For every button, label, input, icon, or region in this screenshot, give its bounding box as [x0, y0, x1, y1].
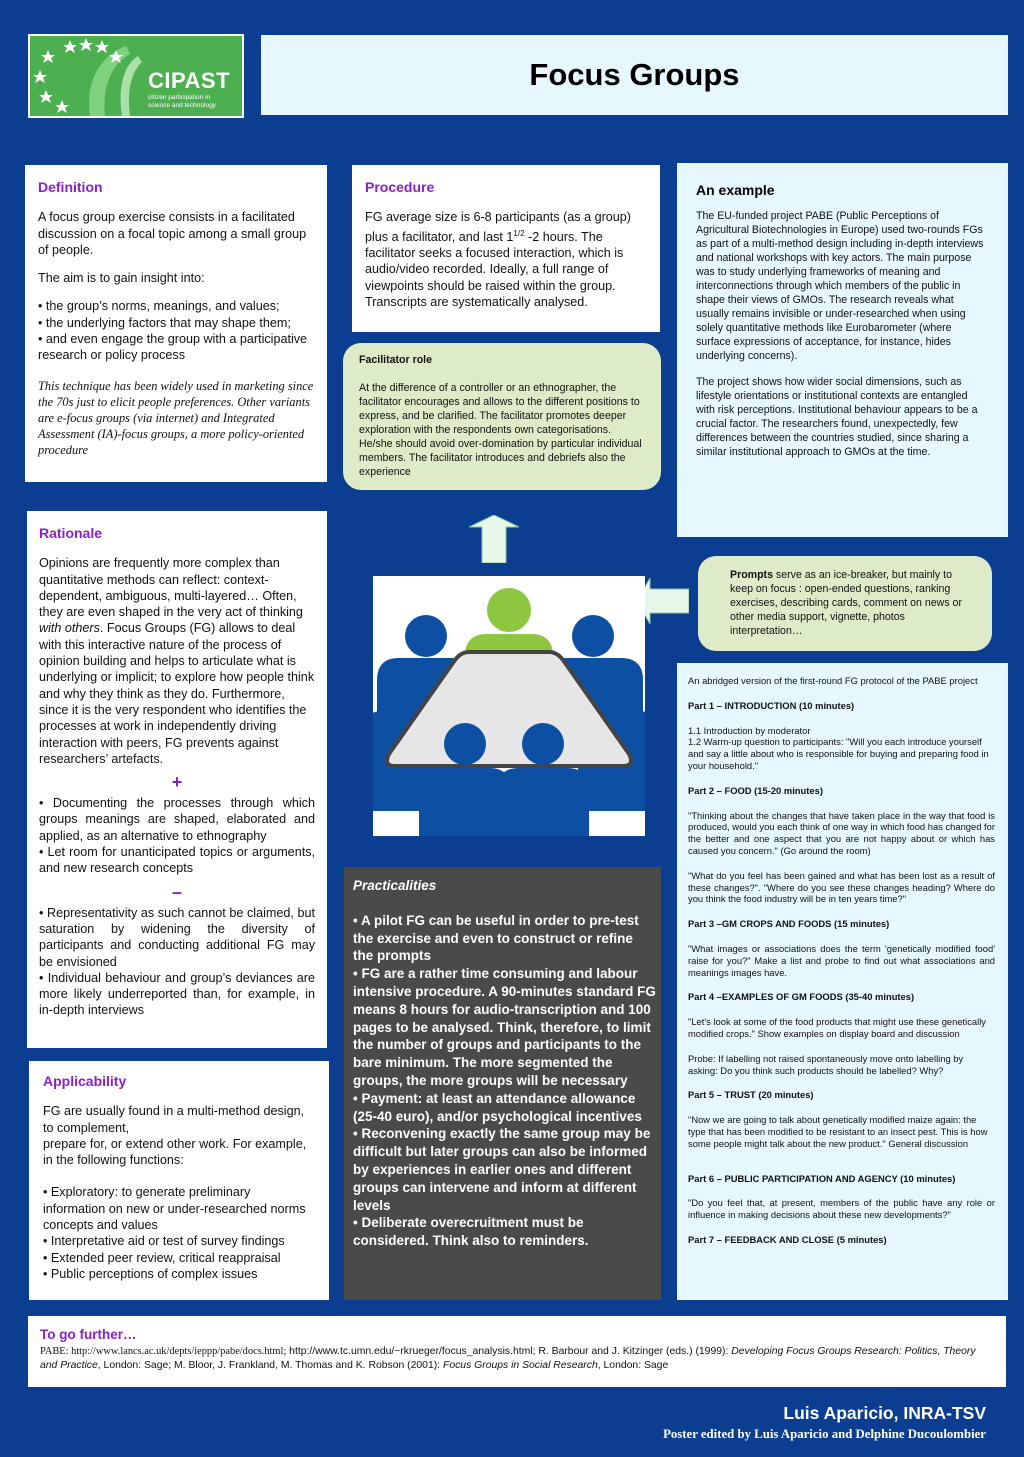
list-item: • Reconvening exactly the same group may be difficult but later groups can also be informed by experiences in earlier ones and different groups can intervene and inform at different levels [353, 1126, 651, 1213]
further-text [40, 1345, 994, 1373]
protocol-part-title: Part 3 –GM CROPS AND FOODS (15 minutes) [688, 918, 890, 930]
facilitator-box [343, 343, 661, 490]
list-item: • FG are a rather time consuming and labour intensive procedure. A 90-minutes standard FG means 8 hours for audio-transcription and 100 pages to be analysed. Think, therefore, to limit the number of groups and participants to the bare minimum. The more segmented the groups, the more groups will be necessary [353, 966, 656, 1088]
applicability-box [29, 1061, 329, 1300]
procedure-box [352, 165, 660, 332]
procedure-text-a: FG average size is 6-8 participants (as a group) plus a facilitator, and last 1 [365, 210, 631, 244]
rationale-text [39, 555, 315, 767]
rationale-text-b: . Focus Groups (FG) allows to deal with this interactive nature of the process of opinion building and helps to articulate what is underlying or implicit; to explore how people think and why they think as they do. Furthermore, since it is the very respondent who identifies the processes at work in independently driving interaction with peers, FG prevents against researchers’ artefacts. [39, 621, 315, 766]
protocol-part-title: Part 2 – FOOD (15-20 minutes) [688, 784, 823, 796]
facilitator-text: At the difference of a controller or an ethnographer, the facilitator encourages and allows to the different positions to express, and be clarified. The facilitator promotes deeper exploration with the respondents own categorisations. He/she should avoid over-domination by particular individual members. The facilitator introduces and debriefs also the experience [359, 382, 642, 478]
protocol-part-text: "Do you feel that, at present, members of the public have any role or influence in making decisions about these new developments?" [688, 1197, 995, 1221]
example-box [677, 163, 1008, 537]
definition-box [25, 165, 327, 482]
rationale-text-em: with others [39, 621, 100, 636]
definition-p1: A focus group exercise consists in a facilitated discussion on a focal topic among a small group of people. [38, 210, 307, 257]
applicability-line-2: prepare for, or extend other work. For example, in the following functions: [43, 1136, 307, 1168]
logo-tagline-1: citizen participation in [148, 94, 211, 101]
list-item: • Payment: at least an attendance allowance (25-40 euro), and/or psychological incentives [353, 1090, 642, 1124]
focus-group-illustration [373, 576, 645, 836]
protocol-part-title: Part 5 – TRUST (20 minutes) [688, 1089, 814, 1101]
further-box [28, 1316, 1006, 1387]
definition-p2: The aim is to gain insight into: [38, 271, 205, 286]
list-item: • the group’s norms, meanings, and values; [38, 299, 280, 314]
definition-note: This technique has been widely used in marketing since the 70s just to elicit people preferences. Other variants are e-focus groups (via internet) and Integrated Assessment (IA)-focus groups, a more policy-oriented procedure [38, 378, 314, 457]
protocol-part-text: Probe: If labelling not raised spontaneously move onto labelling by asking: Do you think such products should be labelled? Why? [688, 1052, 964, 1076]
further-em1: Developing Focus Groups Research: Politics, Theory and Practice [40, 1346, 976, 1371]
practicalities-box [344, 867, 661, 1300]
people-table-icon [373, 576, 645, 836]
protocol-box [677, 663, 1008, 1300]
footer-edited: Poster edited by Luis Aparicio and Delphine Ducoulombier [663, 1427, 986, 1441]
procedure-text-b: -2 hours. The facilitator seeks a focused interaction, which is audio/video recorded. Ideally, a full range of viewpoints should be raised within the group. Transcripts are systematically analysed. [365, 229, 624, 309]
list-item: • A pilot FG can be useful in order to pre-test the exercise and even to construct or refine the prompts [353, 912, 639, 964]
protocol-spacer [688, 1163, 995, 1173]
protocol-part-text: "Thinking about the changes that have taken place in the way that food is produced, would you each think of one way in which food has changed for the better and one aspect that you are not happy about or which has caused you concern." (Go around the room) [688, 809, 995, 856]
cipast-logo [28, 34, 244, 118]
minus-sign: – [171, 881, 182, 902]
list-item: • the underlying factors that may shape them; [38, 315, 291, 330]
example-p2: The project shows how wider social dimensions, such as lifestyle orientations or institutional contexts are entangled with risk perceptions. Institutional behaviour appears to be a crucial factor. The researchers found, unexpectedly, few differences between the countries studied, since sharing a similar institutional approach to GMOs at the time. [696, 376, 978, 458]
protocol-part-text: "Now we are going to talk about genetically modified maize again: the type that has been modified to be resistant to an insect pest. This is how some people might talk about the new product." General discussion [688, 1114, 988, 1149]
logo-tagline-2: science and technology [148, 102, 216, 109]
procedure-text [365, 209, 647, 310]
protocol-part-text: "What images or associations does the term 'genetically modified food' raise for you?" Make a list and probe to find out what associations and meanings images have. [688, 942, 995, 978]
protocol-part-title: Part 1 – INTRODUCTION (10 minutes) [688, 699, 855, 711]
rationale-text-a: Opinions are frequently more complex than quantitative methods can reflect: context-dependent, ambiguous, multi-layered… Often, they are even shaped in the very act of thinking [39, 556, 303, 620]
applicability-list [43, 1184, 315, 1282]
practicalities-heading: Practicalities [353, 878, 437, 893]
definition-bullets [38, 298, 314, 363]
plus-sign: + [171, 772, 183, 793]
logo-name: CIPAST [148, 68, 231, 93]
definition-heading: Definition [38, 179, 103, 195]
prompts-bold: Prompts [730, 569, 773, 581]
procedure-heading: Procedure [365, 179, 435, 195]
protocol-part-text: 1.1 Introduction by moderator 1.2 Warm-up question to participants: "Will you each introduce yourself and say a little about who is responsible for buying and preparing food in your household." [688, 724, 989, 771]
protocol-part-title: Part 4 –EXAMPLES OF GM FOODS (35-40 minutes) [688, 991, 915, 1003]
further-em2: Focus Groups in Social Research [442, 1360, 598, 1371]
protocol-intro: An abridged version of the first-round FG protocol of the PABE project [688, 675, 978, 686]
prompts-box [698, 556, 992, 651]
list-item: • Extended peer review, critical reappraisal [43, 1250, 281, 1265]
list-item: • Deliberate overecruitment must be considered. Think also to reminders. [353, 1215, 589, 1249]
protocol-part-title: Part 6 – PUBLIC PARTICIPATION AND AGENCY (10 minutes) [688, 1172, 956, 1184]
applicability-line-1: FG are usually found in a multi-method design, to complement, [43, 1104, 305, 1135]
protocol-part-text: "What do you feel has been gained and what has been lost as a result of these changes?". "Where do you see these changes heading? Where do you think the food industry will be in ten years time?" [688, 869, 995, 905]
further-s2: http://www.tc.umn.edu/~rkrueger/focus_analysis.html; R. Barbour and J. Kitzinger (eds.) (1999): [286, 1346, 732, 1357]
footer-author: Luis Aparicio, INRA-TSV [783, 1403, 986, 1423]
rationale-box [27, 511, 327, 1048]
list-item: • Exploratory: to generate preliminary information on new or under-researched norms concepts and values [43, 1185, 306, 1233]
applicability-heading: Applicability [43, 1073, 127, 1089]
list-item: • Public perceptions of complex issues [43, 1266, 258, 1281]
further-heading: To go further… [40, 1327, 137, 1342]
page-title: Focus Groups [529, 57, 740, 92]
arrow-up-icon [469, 515, 519, 563]
list-item: • and even engage the group with a participative research or policy process [38, 332, 308, 363]
title-banner [261, 35, 1008, 115]
minus-item: • Individual behaviour and group’s deviances are more likely underreported than, for example, in in-depth interviews [39, 970, 315, 1018]
procedure-sup: 1/2 [513, 228, 525, 238]
minus-item: • Representativity as such cannot be claimed, but saturation by widening the diversity of participants and conducting additional FG may be envisioned [39, 905, 315, 969]
plus-item: • Let room for unanticipated topics or arguments, and new research concepts [39, 845, 315, 876]
further-link-pabe[interactable]: PABE: http://www.lancs.ac.uk/depts/ieppp/pabe/docs.html; [40, 1346, 287, 1357]
protocol-parts [688, 700, 995, 1246]
example-heading: An example [696, 182, 775, 198]
example-p1: The EU-funded project PABE (Public Perceptions of Agricultural Biotechnologies in Europe) used two-rounds FGs as part of a multi-method design including in-depth interviews and national workshops with key actors. The main purpose was to study underlying frameworks of meaning and interconnections through which members of the public in shape their views of GMOs. The research reveals what usually remains invisible or under-researched when using solely quantitative methods like Eurobarometer (where surface expressions of acceptance, for instance, hides underlying concerns). [696, 210, 984, 362]
protocol-part-title: Part 7 – FEEDBACK AND CLOSE (5 minutes) [688, 1233, 887, 1245]
plus-item: • Documenting the processes through which groups meanings are shaped, elaborated and applied, as an alternative to ethnography [39, 796, 315, 843]
further-s3: , London: Sage; M. Bloor, J. Frankland, M. Thomas and K. Robson (2001): [97, 1360, 443, 1371]
further-s4: , London: Sage [597, 1360, 669, 1371]
prompts-text: serve as an ice-breaker, but mainly to keep on focus : open-ended questions, ranking exercises, describing cards, comment on news or other media support, vignette, photos interpretation… [730, 569, 962, 637]
facilitator-heading: Facilitator role [359, 354, 432, 366]
protocol-part-text: "Let's look at some of the food products that might use these genetically modified crops." Show examples on display board and discussion [688, 1016, 986, 1039]
list-item: • Interpretative aid or test of survey findings [43, 1234, 285, 1249]
rationale-heading: Rationale [39, 525, 103, 541]
